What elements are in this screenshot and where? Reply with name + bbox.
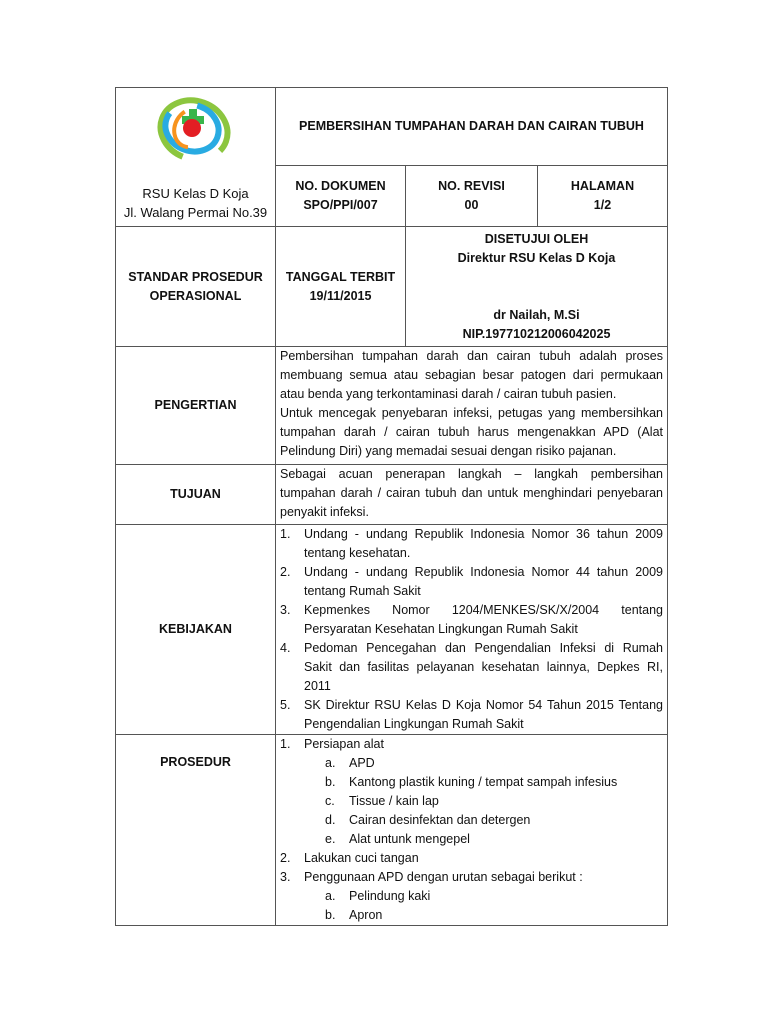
prosedur-list-cont xyxy=(280,849,663,887)
issue-date-label: TANGGAL TERBIT xyxy=(285,269,396,284)
sub-item: d. Cairan desinfektan dan detergen xyxy=(325,813,531,827)
document-title: PEMBERSIHAN TUMPAHAN DARAH DAN CAIRAN TUBUH xyxy=(276,88,668,166)
prosedur-step: 2. Lakukan cuci tangan xyxy=(280,851,419,865)
prosedur-step: 1. Persiapan alat xyxy=(280,737,384,751)
prosedur-step3-sublist xyxy=(280,887,663,925)
sub-item: b. Kantong plastik kuning / tempat sampah infesius xyxy=(325,775,618,789)
approval-cell xyxy=(406,227,668,347)
sub-item: b. Apron xyxy=(325,908,383,922)
sub-item: c. Tissue / kain lap xyxy=(325,794,439,808)
pengertian-paragraph-1: Pembersihan tumpahan darah dan cairan tubuh adalah proses membuang semua atau sebagian besar patogen dari permukaan atau benda yang terkontaminasi darah / cairan tubuh pasien. xyxy=(280,349,663,401)
sop-label-cell xyxy=(116,227,276,347)
director-name: dr Nailah, M.Si xyxy=(493,308,580,322)
sub-item: e. Alat untunk mengepel xyxy=(325,832,470,846)
pengertian-content xyxy=(276,347,668,465)
hospital-name: RSU Kelas D Koja xyxy=(142,186,249,201)
page-label: HALAMAN xyxy=(570,178,635,193)
doc-number-value: SPO/PPI/007 xyxy=(303,197,378,212)
revision-label: NO. REVISI xyxy=(438,178,505,193)
revision-cell xyxy=(406,165,538,226)
kebijakan-item: 5. SK Direktur RSU Kelas D Koja Nomor 54 Tahun 2015 Tentang Pengendalian Lingkungan Rumah Sakit xyxy=(280,698,663,731)
sub-item: a. Pelindung kaki xyxy=(325,889,431,903)
kebijakan-item: 2. Undang - undang Republik Indonesia Nomor 44 tahun 2009 tentang Rumah Sakit xyxy=(280,565,663,598)
sop-label-line2: OPERASIONAL xyxy=(149,288,242,303)
doc-number-cell xyxy=(276,165,406,226)
pengertian-paragraph-2: Untuk mencegak penyebaran infeksi, petugas yang membersihkan tumpahan darah / cairan tubuh harus mengenakkan APD (Alat Pelindung Diri) yang memadai sesuai dengan risiko pajanan. xyxy=(280,406,663,458)
sop-table xyxy=(115,87,668,926)
hospital-identity-cell xyxy=(116,88,276,227)
prosedur-content xyxy=(276,735,668,926)
page-cell xyxy=(538,165,668,226)
kebijakan-list xyxy=(280,525,663,734)
revision-value: 00 xyxy=(464,197,479,212)
hospital-logo-icon xyxy=(156,94,236,174)
sub-item: a. APD xyxy=(325,756,375,770)
kebijakan-item: 3. Kepmenkes Nomor 1204/MENKES/SK/X/2004 tentang Persyaratan Kesehatan Lingkungan Rumah Sakit xyxy=(280,603,663,636)
kebijakan-content xyxy=(276,525,668,735)
sop-label-line1: STANDAR PROSEDUR xyxy=(128,269,263,284)
pengertian-label: PENGERTIAN xyxy=(116,347,276,465)
doc-number-label: NO. DOKUMEN xyxy=(295,178,386,193)
prosedur-label: PROSEDUR xyxy=(116,735,276,926)
prosedur-step: 3. Penggunaan APD dengan urutan sebagai berikut : xyxy=(280,870,583,884)
kebijakan-label: KEBIJAKAN xyxy=(116,525,276,735)
kebijakan-item: 1. Undang - undang Republik Indonesia Nomor 36 tahun 2009 tentang kesehatan. xyxy=(280,527,663,560)
director-title: Direktur RSU Kelas D Koja xyxy=(457,251,616,265)
tujuan-label: TUJUAN xyxy=(116,465,276,525)
tujuan-content xyxy=(276,465,668,525)
director-nip: NIP.197710212006042025 xyxy=(462,327,611,341)
hospital-address: Jl. Walang Permai No.39 xyxy=(123,205,268,220)
page-value: 1/2 xyxy=(593,197,612,212)
prosedur-list xyxy=(280,735,663,754)
prosedur-step1-sublist xyxy=(280,754,663,849)
issue-date-cell xyxy=(276,227,406,347)
tujuan-text: Sebagai acuan penerapan langkah – langkah pembersihan tumpahan darah / cairan tubuh dan untuk menghindari penyebaran penyakit infeksi. xyxy=(280,467,663,519)
issue-date-value: 19/11/2015 xyxy=(309,288,372,303)
approved-by-label: DISETUJUI OLEH xyxy=(484,232,589,246)
kebijakan-item: 4. Pedoman Pencegahan dan Pengendalian Infeksi di Rumah Sakit dan fasilitas pelayanan kesehatan lainnya, Depkes RI, 2011 xyxy=(280,641,663,693)
